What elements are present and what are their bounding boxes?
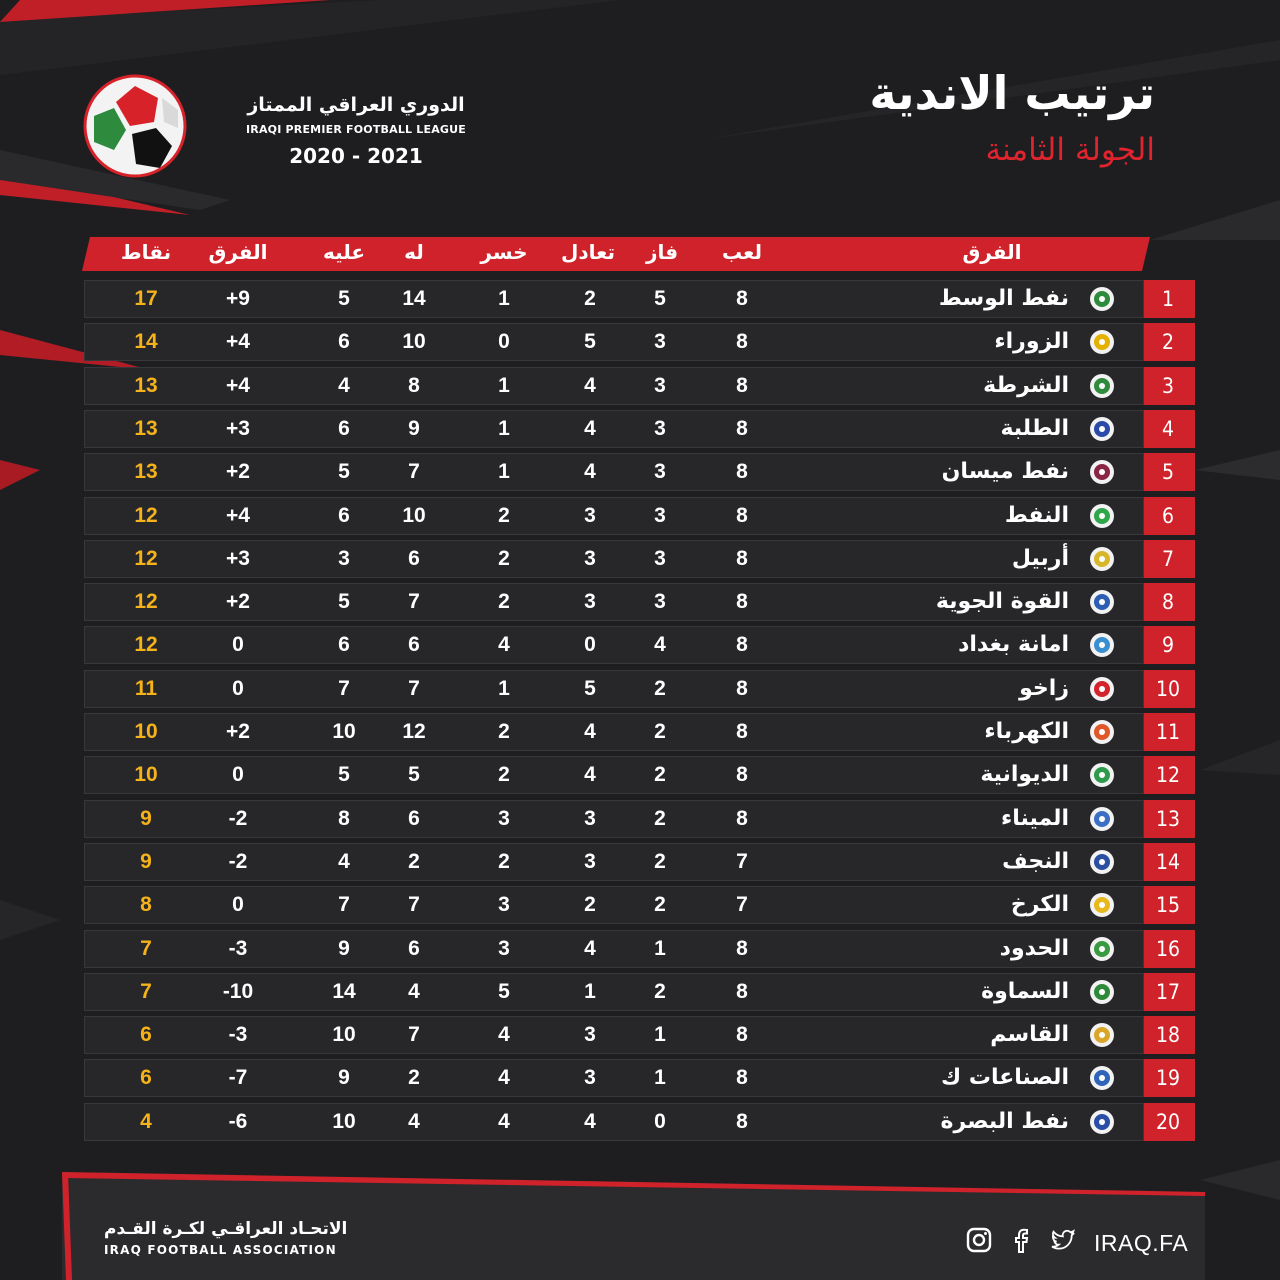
association-name-ar: الاتحـاد العراقـي لكـرة القـدم [104, 1219, 348, 1239]
for-cell: 10 [402, 503, 426, 527]
points-cell: 13 [134, 373, 158, 397]
lost-cell: 2 [498, 849, 510, 873]
rank-number: 3 [1161, 373, 1175, 398]
for-cell: 4 [408, 979, 420, 1003]
points-cell: 6 [140, 1023, 152, 1047]
for-cell: 12 [402, 720, 426, 743]
rank-badge [1144, 670, 1195, 708]
played-cell: 8 [736, 676, 748, 700]
drawn-cell: 4 [584, 460, 596, 484]
won-cell: 2 [654, 806, 666, 830]
drawn-cell: 3 [584, 546, 596, 570]
table-row [84, 367, 1195, 405]
team-crest-icon [1089, 546, 1115, 572]
against-cell: 9 [338, 936, 350, 960]
won-cell: 1 [654, 936, 666, 960]
won-cell: 2 [654, 720, 666, 743]
team-crest-icon [1089, 676, 1115, 702]
drawn-cell: 4 [584, 373, 596, 397]
drawn-cell: 4 [584, 763, 596, 787]
against-cell: 5 [338, 287, 350, 310]
rank-badge [1144, 410, 1195, 448]
team-name: زاخو [1019, 675, 1069, 701]
header-diff: الفرق [208, 240, 268, 264]
diff-cell: +3 [226, 416, 250, 440]
page-subtitle: الجولة الثامنة [985, 132, 1155, 168]
rank-number: 2 [1161, 330, 1175, 355]
table-row [84, 453, 1195, 491]
points-cell: 17 [134, 287, 158, 310]
played-cell: 8 [736, 1066, 748, 1090]
diff-cell: 0 [232, 893, 244, 917]
played-cell: 8 [736, 460, 748, 484]
team-name: الكهرباء [984, 719, 1069, 744]
league-name-ar: الدوري العراقي الممتاز [247, 94, 465, 116]
rank-badge [1144, 280, 1195, 318]
played-cell: 8 [736, 546, 748, 570]
table-row [84, 1059, 1195, 1097]
against-cell: 6 [338, 503, 350, 527]
drawn-cell: 3 [584, 590, 596, 614]
team-name: الطلبة [1000, 415, 1069, 441]
points-cell: 12 [134, 503, 158, 527]
played-cell: 7 [736, 849, 748, 873]
diff-cell: 0 [232, 633, 244, 657]
header-played: لعب [722, 240, 762, 264]
team-name: الزوراء [994, 329, 1069, 355]
team-name: الكرخ [1010, 892, 1069, 918]
rank-badge [1144, 1016, 1195, 1054]
drawn-cell: 4 [584, 416, 596, 440]
table-row [84, 1103, 1195, 1141]
points-cell: 14 [134, 330, 158, 354]
diff-cell: -7 [228, 1066, 248, 1090]
against-cell: 10 [332, 1023, 356, 1047]
points-cell: 11 [134, 676, 158, 700]
points-cell: 7 [140, 979, 152, 1003]
lost-cell: 3 [498, 806, 510, 830]
against-cell: 4 [338, 849, 350, 873]
table-row [84, 756, 1195, 794]
team-crest-icon [1089, 373, 1115, 399]
against-cell: 6 [338, 330, 350, 354]
lost-cell: 2 [498, 763, 510, 787]
drawn-cell: 3 [584, 503, 596, 527]
rank-badge [1144, 453, 1195, 491]
against-cell: 4 [338, 373, 350, 397]
points-cell: 9 [140, 849, 152, 873]
for-cell: 5 [408, 763, 420, 787]
diff-cell: -2 [228, 806, 248, 830]
for-cell: 6 [408, 806, 420, 830]
league-name-en: IRAQI PREMIER FOOTBALL LEAGUE [245, 123, 467, 136]
table-row [84, 626, 1195, 664]
points-cell: 13 [134, 460, 158, 484]
facebook-icon[interactable] [1008, 1227, 1034, 1253]
diff-cell: 0 [232, 763, 244, 787]
team-name: نفط البصرة [940, 1108, 1069, 1134]
for-cell: 9 [408, 416, 420, 440]
team-name: النجف [1002, 848, 1069, 874]
team-crest-icon [1089, 892, 1115, 918]
lost-cell: 5 [498, 979, 510, 1003]
played-cell: 8 [736, 936, 748, 960]
rank-number: 15 [1155, 893, 1181, 918]
rank-badge [1144, 800, 1195, 838]
team-crest-icon [1089, 979, 1115, 1005]
won-cell: 2 [654, 676, 666, 700]
points-cell: 12 [134, 546, 158, 570]
won-cell: 3 [654, 590, 666, 614]
league-logo [80, 72, 467, 182]
drawn-cell: 0 [584, 633, 596, 657]
team-crest-icon [1089, 286, 1115, 312]
team-name: القوة الجوية [935, 589, 1069, 615]
lost-cell: 1 [498, 287, 510, 310]
table-row [84, 886, 1195, 924]
rank-number: 17 [1155, 979, 1181, 1004]
rank-number: 7 [1161, 546, 1175, 571]
for-cell: 7 [408, 460, 420, 484]
played-cell: 8 [736, 590, 748, 614]
lost-cell: 1 [498, 416, 510, 440]
won-cell: 3 [654, 503, 666, 527]
points-cell: 8 [140, 893, 152, 917]
drawn-cell: 3 [584, 1066, 596, 1090]
rank-badge [1144, 323, 1195, 361]
lost-cell: 1 [498, 676, 510, 700]
rank-number: 1 [1161, 287, 1175, 311]
team-crest-icon [1089, 503, 1115, 529]
team-name: أربيل [1011, 545, 1069, 571]
points-cell: 7 [140, 936, 152, 960]
played-cell: 8 [736, 503, 748, 527]
team-name: الميناء [1000, 805, 1069, 831]
table-row [84, 323, 1195, 361]
won-cell: 3 [654, 460, 666, 484]
rank-badge [1144, 626, 1195, 664]
played-cell: 8 [736, 1023, 748, 1047]
diff-cell: -3 [228, 1023, 248, 1047]
header-against: عليه [322, 240, 366, 264]
team-name: الديوانية [980, 762, 1069, 788]
against-cell: 5 [338, 460, 350, 484]
team-name: السماوة [981, 978, 1069, 1004]
table-row [84, 800, 1195, 838]
diff-cell: +2 [226, 720, 250, 743]
points-cell: 4 [140, 1109, 152, 1133]
against-cell: 14 [332, 979, 356, 1003]
header-points: نقاط [120, 240, 172, 264]
against-cell: 10 [332, 1109, 356, 1133]
drawn-cell: 3 [584, 806, 596, 830]
won-cell: 2 [654, 979, 666, 1003]
rank-number: 12 [1155, 763, 1181, 788]
against-cell: 5 [338, 763, 350, 787]
team-crest-icon [1089, 719, 1115, 745]
won-cell: 3 [654, 330, 666, 354]
header-for: له [404, 240, 424, 264]
team-name: امانة بغداد [958, 632, 1069, 658]
table-row [84, 540, 1195, 578]
drawn-cell: 4 [584, 1109, 596, 1133]
diff-cell: +4 [226, 373, 250, 397]
rank-number: 5 [1161, 460, 1175, 485]
drawn-cell: 5 [584, 676, 596, 700]
won-cell: 1 [654, 1066, 666, 1090]
lost-cell: 3 [498, 936, 510, 960]
played-cell: 8 [736, 330, 748, 354]
table-row [84, 973, 1195, 1011]
rank-badge [1144, 756, 1195, 794]
rank-number: 14 [1155, 849, 1181, 874]
for-cell: 6 [408, 936, 420, 960]
for-cell: 6 [408, 546, 420, 570]
against-cell: 6 [338, 633, 350, 657]
for-cell: 10 [402, 330, 426, 354]
table-row [84, 280, 1195, 318]
played-cell: 8 [736, 763, 748, 787]
team-crest-icon [1089, 589, 1115, 615]
won-cell: 4 [654, 633, 666, 657]
table-row [84, 930, 1195, 968]
rank-number: 20 [1155, 1109, 1181, 1134]
lost-cell: 4 [498, 1109, 510, 1133]
rank-badge [1144, 367, 1195, 405]
played-cell: 8 [736, 373, 748, 397]
won-cell: 5 [654, 287, 666, 310]
association-name-en: IRAQ FOOTBALL ASSOCIATION [104, 1243, 337, 1257]
table-row [84, 583, 1195, 621]
won-cell: 2 [654, 893, 666, 917]
table-row [84, 410, 1195, 448]
for-cell: 2 [408, 849, 420, 873]
for-cell: 4 [408, 1109, 420, 1133]
rank-number: 8 [1161, 590, 1175, 615]
team-crest-icon [1089, 1109, 1115, 1135]
rank-badge [1144, 497, 1195, 535]
against-cell: 9 [338, 1066, 350, 1090]
lost-cell: 2 [498, 720, 510, 743]
rank-number: 16 [1155, 936, 1181, 961]
rank-badge [1144, 973, 1195, 1011]
against-cell: 8 [338, 806, 350, 830]
for-cell: 7 [408, 676, 420, 700]
rank-badge [1144, 1103, 1195, 1141]
table-row [84, 843, 1195, 881]
rank-number: 10 [1155, 676, 1181, 701]
points-cell: 13 [134, 416, 158, 440]
drawn-cell: 2 [584, 287, 596, 310]
drawn-cell: 3 [584, 849, 596, 873]
against-cell: 7 [338, 893, 350, 917]
diff-cell: +2 [226, 590, 250, 614]
header-drawn: تعادل [561, 240, 615, 264]
lost-cell: 1 [498, 373, 510, 397]
drawn-cell: 1 [584, 979, 596, 1003]
league-season: 2020 - 2021 [289, 144, 423, 168]
diff-cell: +4 [226, 330, 250, 354]
social-handle[interactable]: IRAQ.FA [1094, 1230, 1189, 1256]
team-name: الشرطة [983, 372, 1069, 398]
drawn-cell: 3 [584, 1023, 596, 1047]
rank-number: 6 [1161, 503, 1175, 528]
rank-number: 19 [1155, 1066, 1181, 1091]
diff-cell: -6 [228, 1109, 248, 1133]
lost-cell: 0 [498, 330, 510, 354]
for-cell: 14 [402, 287, 426, 310]
team-crest-icon [1089, 329, 1115, 355]
team-crest-icon [1089, 936, 1115, 962]
league-ball-icon [80, 72, 190, 180]
for-cell: 8 [408, 373, 420, 397]
team-crest-icon [1089, 1022, 1115, 1048]
rank-number: 13 [1155, 806, 1181, 831]
points-cell: 10 [134, 763, 158, 787]
lost-cell: 1 [498, 460, 510, 484]
diff-cell: -2 [228, 849, 248, 873]
rank-badge [1144, 713, 1195, 751]
header-team: الفرق [962, 240, 1022, 264]
against-cell: 5 [338, 590, 350, 614]
diff-cell: -10 [222, 979, 254, 1003]
played-cell: 8 [736, 633, 748, 657]
points-cell: 12 [134, 633, 158, 657]
diff-cell: +9 [226, 287, 250, 310]
played-cell: 8 [736, 416, 748, 440]
diff-cell: +4 [226, 503, 250, 527]
diff-cell: +3 [226, 546, 250, 570]
points-cell: 10 [134, 720, 158, 743]
won-cell: 3 [654, 416, 666, 440]
header-won: فاز [645, 240, 679, 264]
team-name: نفط ميسان [941, 459, 1069, 485]
against-cell: 10 [332, 720, 356, 743]
rank-badge [1144, 930, 1195, 968]
team-crest-icon [1089, 632, 1115, 658]
lost-cell: 2 [498, 503, 510, 527]
rank-number: 18 [1155, 1023, 1181, 1048]
for-cell: 6 [408, 633, 420, 657]
rank-badge [1144, 843, 1195, 881]
rank-badge [1144, 540, 1195, 578]
won-cell: 1 [654, 1023, 666, 1047]
rank-number: 4 [1161, 416, 1175, 441]
for-cell: 7 [408, 1023, 420, 1047]
team-crest-icon [1089, 416, 1115, 442]
team-crest-icon [1089, 459, 1115, 485]
table-header [82, 237, 1150, 271]
rank-badge [1144, 583, 1195, 621]
played-cell: 7 [736, 893, 748, 917]
against-cell: 6 [338, 416, 350, 440]
rank-badge [1144, 886, 1195, 924]
rank-badge [1144, 1059, 1195, 1097]
lost-cell: 2 [498, 546, 510, 570]
team-name: النفط [1004, 502, 1069, 528]
played-cell: 8 [736, 806, 748, 830]
drawn-cell: 2 [584, 893, 596, 917]
table-row [84, 497, 1195, 535]
team-name: الحدود [999, 935, 1069, 961]
twitter-icon[interactable] [1050, 1227, 1076, 1253]
lost-cell: 2 [498, 590, 510, 614]
against-cell: 7 [338, 676, 350, 700]
team-crest-icon [1089, 849, 1115, 875]
won-cell: 2 [654, 849, 666, 873]
team-name: القاسم [990, 1022, 1069, 1048]
won-cell: 2 [654, 763, 666, 787]
diff-cell: -3 [228, 936, 248, 960]
won-cell: 0 [654, 1109, 666, 1133]
won-cell: 3 [654, 373, 666, 397]
drawn-cell: 5 [584, 330, 596, 354]
table-row [84, 1016, 1195, 1054]
team-name: نفط الوسط [938, 286, 1069, 311]
played-cell: 8 [736, 1109, 748, 1133]
table-row [84, 713, 1195, 751]
points-cell: 6 [140, 1066, 152, 1090]
diff-cell: +2 [226, 460, 250, 484]
page-title: ترتيب الاندية [869, 66, 1155, 120]
team-crest-icon [1089, 762, 1115, 788]
header-lost: خسر [480, 240, 528, 264]
played-cell: 8 [736, 979, 748, 1003]
won-cell: 3 [654, 546, 666, 570]
diff-cell: 0 [232, 676, 244, 700]
against-cell: 3 [338, 546, 350, 570]
drawn-cell: 4 [584, 936, 596, 960]
for-cell: 7 [408, 590, 420, 614]
for-cell: 2 [408, 1066, 420, 1090]
lost-cell: 4 [498, 1066, 510, 1090]
points-cell: 12 [134, 590, 158, 614]
team-name: الصناعات ك [941, 1065, 1069, 1091]
points-cell: 9 [140, 806, 152, 830]
played-cell: 8 [736, 287, 748, 310]
played-cell: 8 [736, 720, 748, 743]
team-crest-icon [1089, 806, 1115, 832]
table-row [84, 670, 1195, 708]
instagram-icon[interactable] [966, 1227, 992, 1253]
lost-cell: 4 [498, 1023, 510, 1047]
lost-cell: 3 [498, 893, 510, 917]
drawn-cell: 4 [584, 720, 596, 743]
for-cell: 7 [408, 893, 420, 917]
lost-cell: 4 [498, 633, 510, 657]
rank-number: 11 [1155, 720, 1181, 744]
team-crest-icon [1089, 1065, 1115, 1091]
rank-number: 9 [1161, 633, 1175, 658]
